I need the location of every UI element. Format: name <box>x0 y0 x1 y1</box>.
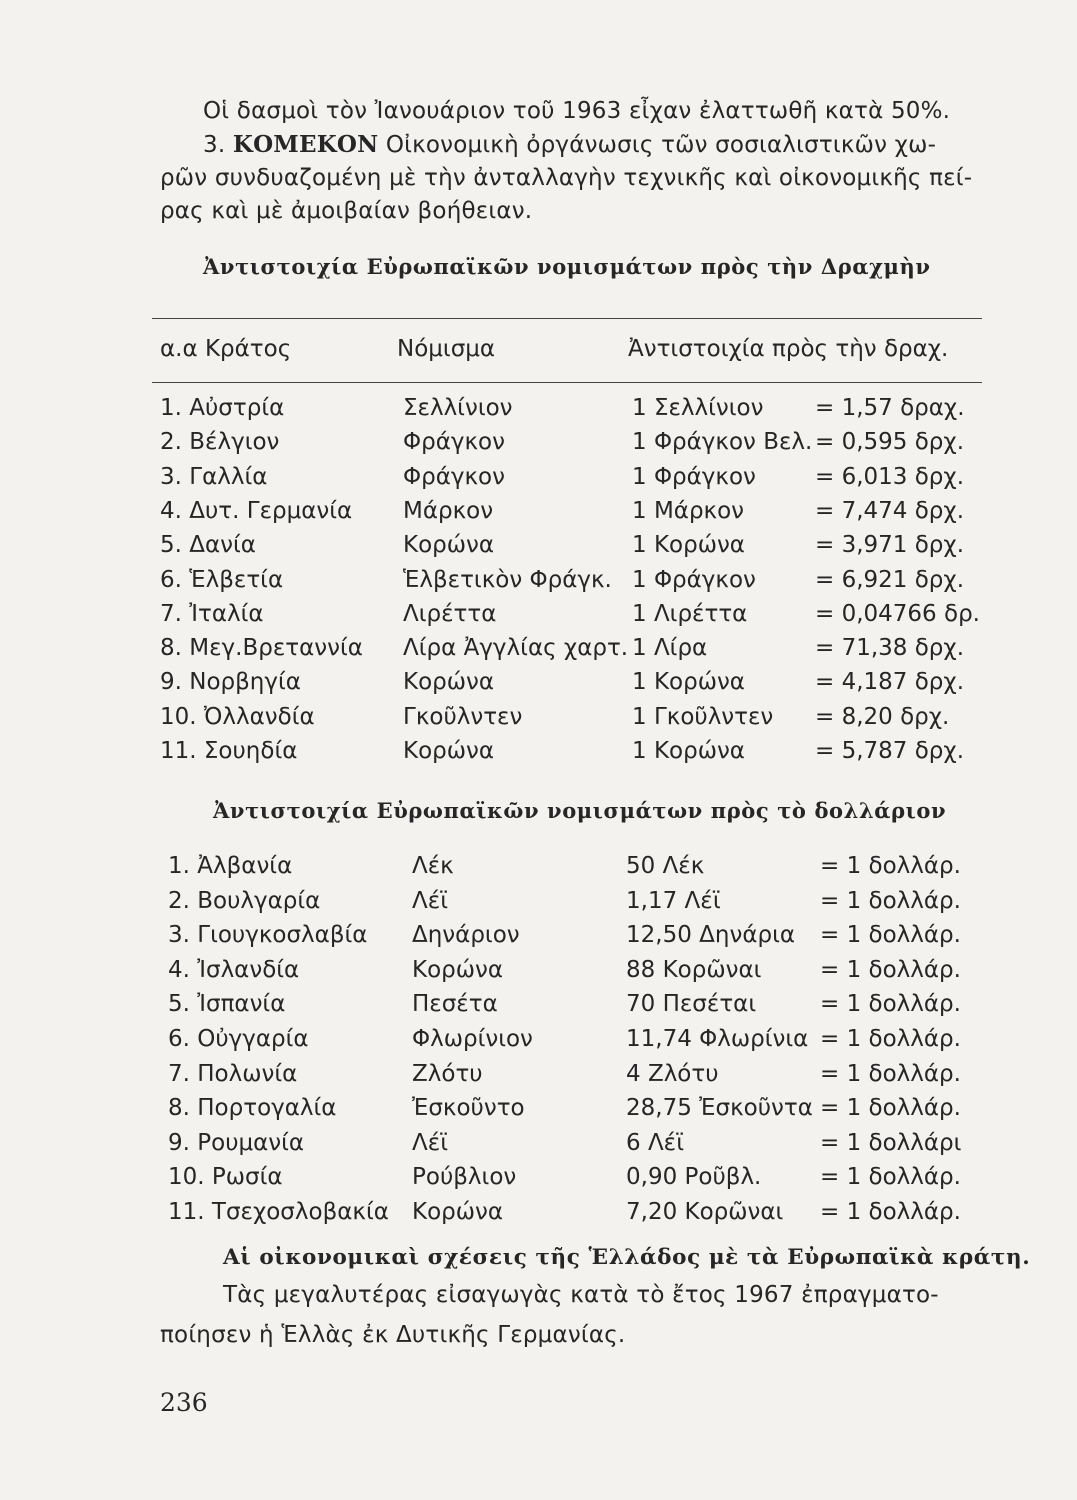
table2-cell-currency: Κορώνα <box>412 1199 504 1225</box>
intro-line-2-text: Οἰκονομικὴ ὀργάνωσις τῶν σοσιαλιστικῶν χω- <box>385 132 937 158</box>
table1-cell-country: 4. Δυτ. Γερμανία <box>160 497 353 524</box>
table1-cell-unit: 1 Φράγκον <box>632 566 756 593</box>
table2-cell-country: 10. Ρωσία <box>168 1164 283 1191</box>
closing-line-1: Τὰς μεγαλυτέρας εἰσαγωγὰς κατὰ τὸ ἔτος 1967 ἐπραγματο- <box>223 1282 939 1308</box>
table1-cell-value: = 1,57 δραχ. <box>815 395 965 421</box>
table2-cell-country: 9. Ρουμανία <box>168 1129 305 1156</box>
table1-cell-value: = 8,20 δρχ. <box>815 703 950 730</box>
table1-cell-value: = 7,474 δρχ. <box>815 497 965 524</box>
table1-cell-country: 1. Αὐστρία <box>160 395 285 421</box>
table1-top-rule <box>152 318 982 319</box>
table2-cell-currency: Λέϊ <box>412 1129 448 1156</box>
table1-cell-unit: 1 Κορώνα <box>632 738 745 764</box>
table1-cell-currency: Φράγκον <box>403 463 505 490</box>
comecon-term: ΚΟΜΕΚΟΝ <box>232 131 379 158</box>
intro-line-2 <box>203 131 936 158</box>
table2-cell-country: 6. Οὐγγαρία <box>168 1026 309 1052</box>
table1-cell-currency: Κορώνα <box>403 669 495 696</box>
table1-header-equivalence: Ἀντιστοιχία πρὸς τὴν δραχ. <box>628 336 949 362</box>
table1-cell-currency: Γκοῦλντεν <box>403 703 523 730</box>
table1-cell-value: = 71,38 δρχ. <box>815 635 965 662</box>
page-number: 236 <box>160 1388 208 1417</box>
table1-cell-value: = 6,921 δρχ. <box>815 566 965 593</box>
table2-cell-unit: 88 Κορῶναι <box>626 956 762 983</box>
table1-cell-value: = 3,971 δρχ. <box>815 532 965 559</box>
table2-cell-country: 1. Ἀλβανία <box>168 853 293 879</box>
table1-cell-currency: Φράγκον <box>403 429 505 456</box>
table1-cell-currency: Λιρέττα <box>403 600 497 627</box>
table1-cell-currency: Σελλίνιον <box>403 395 513 421</box>
table2-cell-currency: Ζλότυ <box>412 1060 483 1087</box>
table2-cell-value: = 1 δολλάρ. <box>820 853 961 879</box>
table2-cell-value: = 1 δολλάρ. <box>820 1026 961 1052</box>
table1-cell-country: 7. Ἰταλία <box>160 600 264 627</box>
table1-cell-unit: 1 Γκοῦλντεν <box>632 703 774 730</box>
table2-cell-currency: Φλωρίνιον <box>412 1026 533 1052</box>
table2-cell-unit: 4 Ζλότυ <box>626 1060 719 1087</box>
table2-cell-unit: 0,90 Ροῦβλ. <box>626 1164 762 1191</box>
table1-cell-unit: 1 Λίρα <box>632 635 708 662</box>
table2-title: Ἀντιστοιχία Εὐρωπαϊκῶν νομισμάτων πρὸς τὸ δολλάριον <box>213 798 947 823</box>
table2-cell-country: 7. Πολωνία <box>168 1060 298 1087</box>
table1-cell-currency: Κορώνα <box>403 532 495 559</box>
table1-cell-value: = 5,787 δρχ. <box>815 738 965 764</box>
table2-cell-unit: 70 Πεσέται <box>626 991 757 1018</box>
table2-cell-country: 3. Γιουγκοσλαβία <box>168 922 368 949</box>
table2-cell-currency: Πεσέτα <box>412 991 498 1018</box>
table1-cell-country: 5. Δανία <box>160 532 256 559</box>
table2-cell-unit: 50 Λέκ <box>626 853 705 879</box>
table1-cell-country: 6. Ἑλβετία <box>160 566 284 593</box>
table2-cell-country: 11. Τσεχοσλοβακία <box>168 1199 389 1225</box>
table1-cell-unit: 1 Κορώνα <box>632 532 745 559</box>
table1-header-country: α.α Κράτος <box>160 336 292 362</box>
table1-cell-country: 3. Γαλλία <box>160 463 268 490</box>
table2-cell-currency: Ἐσκοῦντο <box>412 1095 525 1122</box>
table2-cell-currency: Ρούβλιον <box>412 1164 517 1191</box>
table1-cell-country: 8. Μεγ.Βρεταννία <box>160 635 363 662</box>
table2-cell-value: = 1 δολλάρ. <box>820 887 961 914</box>
table1-cell-unit: 1 Κορώνα <box>632 669 745 696</box>
table2-cell-value: = 1 δολλάρ. <box>820 922 961 949</box>
table1-cell-unit: 1 Φράγκον Βελ. <box>632 429 813 456</box>
table1-title: Ἀντιστοιχία Εὐρωπαϊκῶν νομισμάτων πρὸς τὴν Δραχμὴν <box>203 254 931 279</box>
table2-cell-unit: 11,74 Φλωρίνια <box>626 1026 809 1052</box>
table1-cell-currency: Μάρκον <box>403 497 494 524</box>
table1-cell-currency: Ἑλβετικὸν Φράγκ. <box>403 566 612 593</box>
table2-cell-unit: 28,75 Ἐσκοῦντα <box>626 1095 813 1122</box>
table2-cell-country: 8. Πορτογαλία <box>168 1095 337 1122</box>
table1-cell-value: = 6,013 δρχ. <box>815 463 965 490</box>
table2-cell-unit: 12,50 Δηνάρια <box>626 922 796 949</box>
table2-cell-country: 5. Ἰσπανία <box>168 991 286 1018</box>
table2-cell-value: = 1 δολλάρ. <box>820 1199 961 1225</box>
table1-cell-country: 10. Ὀλλανδία <box>160 703 315 730</box>
table1-cell-currency: Λίρα Ἀγγλίας χαρτ. <box>403 635 629 662</box>
table2-cell-value: = 1 δολλάρ. <box>820 991 961 1018</box>
table1-cell-unit: 1 Σελλίνιον <box>632 395 764 421</box>
table1-header-rule <box>152 382 982 383</box>
closing-line-2: ποίησεν ἡ Ἑλλὰς ἐκ Δυτικῆς Γερμανίας. <box>160 1322 626 1348</box>
table1-cell-country: 9. Νορβηγία <box>160 669 301 696</box>
intro-line-1: Οἱ δασμοὶ τὸν Ἰανουάριον τοῦ 1963 εἶχαν ἐλαττωθῆ κατὰ 50%. <box>203 98 951 124</box>
table2-cell-value: = 1 δολλάρι <box>820 1129 962 1156</box>
table2-cell-value: = 1 δολλάρ. <box>820 1164 961 1191</box>
table1-cell-country: 11. Σουηδία <box>160 738 298 764</box>
item-number: 3. <box>203 132 226 158</box>
table1-cell-unit: 1 Μάρκον <box>632 497 745 524</box>
table2-cell-value: = 1 δολλάρ. <box>820 1095 961 1122</box>
table1-cell-value: = 0,595 δρχ. <box>815 429 965 456</box>
intro-line-4: ρας καὶ μὲ ἀμοιβαίαν βοήθειαν. <box>160 198 533 224</box>
table2-cell-value: = 1 δολλάρ. <box>820 956 961 983</box>
table2-cell-unit: 6 Λέϊ <box>626 1129 684 1156</box>
table2-cell-currency: Λέκ <box>412 853 454 879</box>
table1-cell-unit: 1 Λιρέττα <box>632 600 748 627</box>
table1-header-currency: Νόμισμα <box>397 336 496 362</box>
table2-cell-country: 2. Βουλγαρία <box>168 887 321 914</box>
closing-heading: Αἱ οἰκονομικαὶ σχέσεις τῆς Ἑλλάδος μὲ τὰ Εὐρωπαϊκὰ κράτη. <box>223 1245 1031 1270</box>
table1-cell-currency: Κορώνα <box>403 738 495 764</box>
table2-cell-country: 4. Ἰσλανδία <box>168 956 300 983</box>
table1-cell-country: 2. Βέλγιον <box>160 429 280 456</box>
table2-cell-unit: 7,20 Κορῶναι <box>626 1199 784 1225</box>
table2-cell-currency: Λέϊ <box>412 887 448 914</box>
table1-cell-value: = 4,187 δρχ. <box>815 669 965 696</box>
intro-line-3: ρῶν συνδυαζομένη μὲ τὴν ἀνταλλαγὴν τεχνικῆς καὶ οἰκονομικῆς πεί- <box>160 165 973 191</box>
table1-cell-value: = 0,04766 δρ. <box>815 600 980 627</box>
table2-cell-currency: Κορώνα <box>412 956 504 983</box>
table2-cell-currency: Δηνάριον <box>412 922 520 949</box>
table2-cell-unit: 1,17 Λέϊ <box>626 887 721 914</box>
table2-cell-value: = 1 δολλάρ. <box>820 1060 961 1087</box>
table1-cell-unit: 1 Φράγκον <box>632 463 756 490</box>
